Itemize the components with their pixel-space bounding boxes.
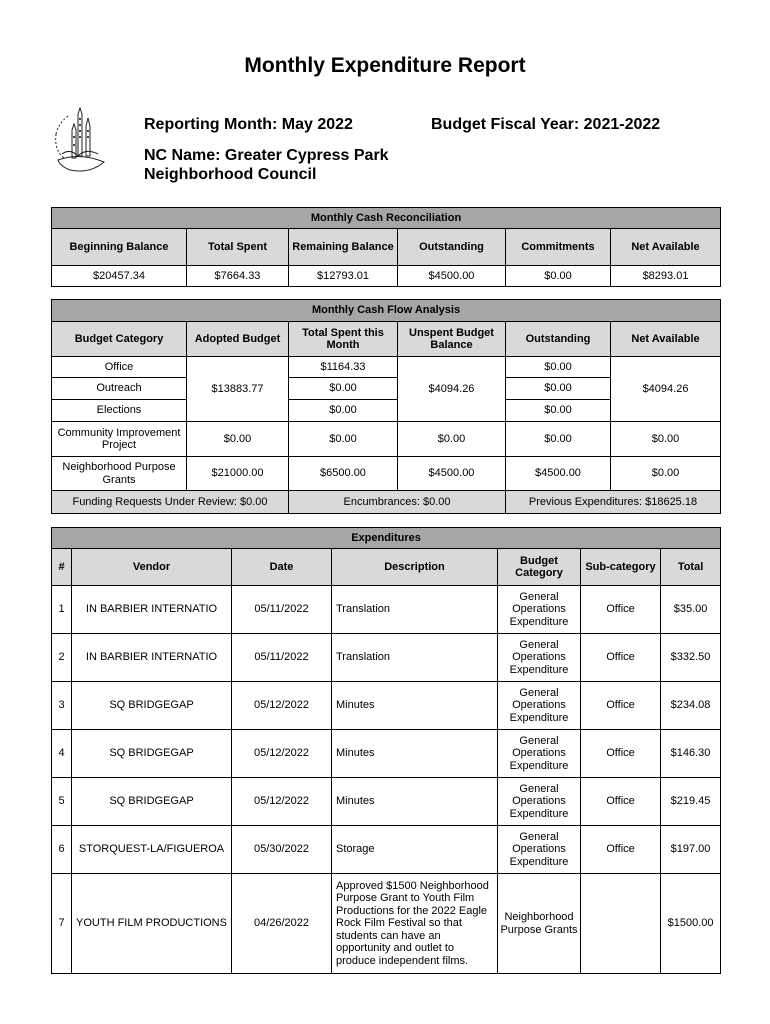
group-adopted-budget: $13883.77 xyxy=(187,357,289,422)
col-budget-category: Budget Category xyxy=(52,322,187,357)
vendor: STORQUEST-LA/FIGUEROA xyxy=(72,826,232,874)
budget-category: General Operations Expenditure xyxy=(498,682,581,730)
col-budget-category: Budget Category xyxy=(498,549,581,586)
sub-category: Office xyxy=(581,586,661,634)
commitments-value: $0.00 xyxy=(506,266,611,287)
total: $146.30 xyxy=(661,730,721,778)
date: 05/11/2022 xyxy=(232,586,332,634)
row-number: 2 xyxy=(52,634,72,682)
nc-name-line1: NC Name: Greater Cypress Park xyxy=(144,147,389,164)
cash-flow-title: Monthly Cash Flow Analysis xyxy=(52,300,721,322)
table-row xyxy=(52,422,721,457)
description: Translation xyxy=(332,586,498,634)
total: $234.08 xyxy=(661,682,721,730)
sub-category: Office xyxy=(581,730,661,778)
row-number: 1 xyxy=(52,586,72,634)
budget-category: General Operations Expenditure xyxy=(498,634,581,682)
row-number: 6 xyxy=(52,826,72,874)
row-number: 5 xyxy=(52,778,72,826)
nc-name xyxy=(144,146,444,184)
description: Approved $1500 Neighborhood Purpose Grant to Youth Film Productions for the 2022 Eagle Rock Film Festival so that students can have an opportunity and outlet to produce independent films. xyxy=(332,874,498,974)
date: 05/12/2022 xyxy=(232,730,332,778)
expenditures-table xyxy=(51,527,721,974)
description: Minutes xyxy=(332,778,498,826)
vendor: IN BARBIER INTERNATIO xyxy=(72,634,232,682)
remaining-balance-value: $12793.01 xyxy=(289,266,398,287)
date: 05/12/2022 xyxy=(232,778,332,826)
table-row xyxy=(52,874,721,974)
row-number: 7 xyxy=(52,874,72,974)
col-remaining-balance: Remaining Balance xyxy=(289,229,398,266)
npg-spent: $6500.00 xyxy=(289,457,398,491)
col-net-available: Net Available xyxy=(611,229,721,266)
table-row xyxy=(52,682,721,730)
description: Minutes xyxy=(332,682,498,730)
table-row xyxy=(52,826,721,874)
outstanding-value: $4500.00 xyxy=(398,266,506,287)
vendor: IN BARBIER INTERNATIO xyxy=(72,586,232,634)
row-number: 4 xyxy=(52,730,72,778)
elections-outstanding: $0.00 xyxy=(506,400,611,422)
table-row xyxy=(52,634,721,682)
budget-category: General Operations Expenditure xyxy=(498,778,581,826)
npg-unspent: $4500.00 xyxy=(398,457,506,491)
vendor: SQ BRIDGEGAP xyxy=(72,730,232,778)
table-row xyxy=(52,586,721,634)
outreach-spent: $0.00 xyxy=(289,378,398,400)
vendor: SQ BRIDGEGAP xyxy=(72,682,232,730)
col-outstanding: Outstanding xyxy=(398,229,506,266)
community-net: $0.00 xyxy=(611,422,721,457)
category-npg: Neighborhood Purpose Grants xyxy=(52,457,187,491)
expenditures-title: Expenditures xyxy=(52,528,721,549)
category-office: Office xyxy=(52,357,187,378)
total: $219.45 xyxy=(661,778,721,826)
reporting-month: Reporting Month: May 2022 xyxy=(144,116,353,133)
sub-category: Office xyxy=(581,634,661,682)
category-community: Community Improvement Project xyxy=(52,422,187,457)
col-unspent-balance: Unspent Budget Balance xyxy=(398,322,506,357)
npg-net: $0.00 xyxy=(611,457,721,491)
budget-category: General Operations Expenditure xyxy=(498,826,581,874)
community-unspent: $0.00 xyxy=(398,422,506,457)
vendor: YOUTH FILM PRODUCTIONS xyxy=(72,874,232,974)
community-spent: $0.00 xyxy=(289,422,398,457)
net-available-value: $8293.01 xyxy=(611,266,721,287)
col-total-spent: Total Spent xyxy=(187,229,289,266)
sub-category: Office xyxy=(581,778,661,826)
funding-requests-under-review: Funding Requests Under Review: $0.00 xyxy=(52,491,289,514)
sub-category xyxy=(581,874,661,974)
col-description: Description xyxy=(332,549,498,586)
elections-spent: $0.00 xyxy=(289,400,398,422)
total: $1500.00 xyxy=(661,874,721,974)
report-title: Monthly Expenditure Report xyxy=(244,54,526,77)
total-spent-value: $7664.33 xyxy=(187,266,289,287)
cash-flow-table xyxy=(51,299,721,514)
sub-category: Office xyxy=(581,826,661,874)
group-net-available: $4094.26 xyxy=(611,357,721,422)
col-number: # xyxy=(52,549,72,586)
category-elections: Elections xyxy=(52,400,187,422)
office-spent: $1164.33 xyxy=(289,357,398,378)
nc-name-line2: Neighborhood Council xyxy=(144,166,317,183)
reconciliation-title: Monthly Cash Reconciliation xyxy=(52,208,721,229)
total: $35.00 xyxy=(661,586,721,634)
outreach-outstanding: $0.00 xyxy=(506,378,611,400)
table-row xyxy=(52,457,721,491)
group-unspent-balance: $4094.26 xyxy=(398,357,506,422)
table-row xyxy=(52,778,721,826)
col-vendor: Vendor xyxy=(72,549,232,586)
sub-category: Office xyxy=(581,682,661,730)
col-commitments: Commitments xyxy=(506,229,611,266)
col-total: Total xyxy=(661,549,721,586)
col-date: Date xyxy=(232,549,332,586)
description: Translation xyxy=(332,634,498,682)
encumbrances: Encumbrances: $0.00 xyxy=(289,491,506,514)
community-outstanding: $0.00 xyxy=(506,422,611,457)
city-seal-logo-icon xyxy=(50,104,112,180)
npg-outstanding: $4500.00 xyxy=(506,457,611,491)
col-beginning-balance: Beginning Balance xyxy=(52,229,187,266)
description: Minutes xyxy=(332,730,498,778)
row-number: 3 xyxy=(52,682,72,730)
col-net-available: Net Available xyxy=(611,322,721,357)
date: 05/12/2022 xyxy=(232,682,332,730)
previous-expenditures: Previous Expenditures: $18625.18 xyxy=(506,491,721,514)
budget-category: Neighborhood Purpose Grants xyxy=(498,874,581,974)
npg-adopted: $21000.00 xyxy=(187,457,289,491)
description: Storage xyxy=(332,826,498,874)
date: 04/26/2022 xyxy=(232,874,332,974)
beginning-balance-value: $20457.34 xyxy=(52,266,187,287)
cash-reconciliation-table xyxy=(51,207,721,287)
col-sub-category: Sub-category xyxy=(581,549,661,586)
budget-fiscal-year: Budget Fiscal Year: 2021-2022 xyxy=(431,116,661,133)
col-total-spent-month: Total Spent this Month xyxy=(289,322,398,357)
date: 05/11/2022 xyxy=(232,634,332,682)
total: $332.50 xyxy=(661,634,721,682)
col-outstanding: Outstanding xyxy=(506,322,611,357)
budget-category: General Operations Expenditure xyxy=(498,730,581,778)
col-adopted-budget: Adopted Budget xyxy=(187,322,289,357)
budget-category: General Operations Expenditure xyxy=(498,586,581,634)
category-outreach: Outreach xyxy=(52,378,187,400)
date: 05/30/2022 xyxy=(232,826,332,874)
vendor: SQ BRIDGEGAP xyxy=(72,778,232,826)
table-row xyxy=(52,357,721,378)
table-row xyxy=(52,730,721,778)
office-outstanding: $0.00 xyxy=(506,357,611,378)
total: $197.00 xyxy=(661,826,721,874)
community-adopted: $0.00 xyxy=(187,422,289,457)
